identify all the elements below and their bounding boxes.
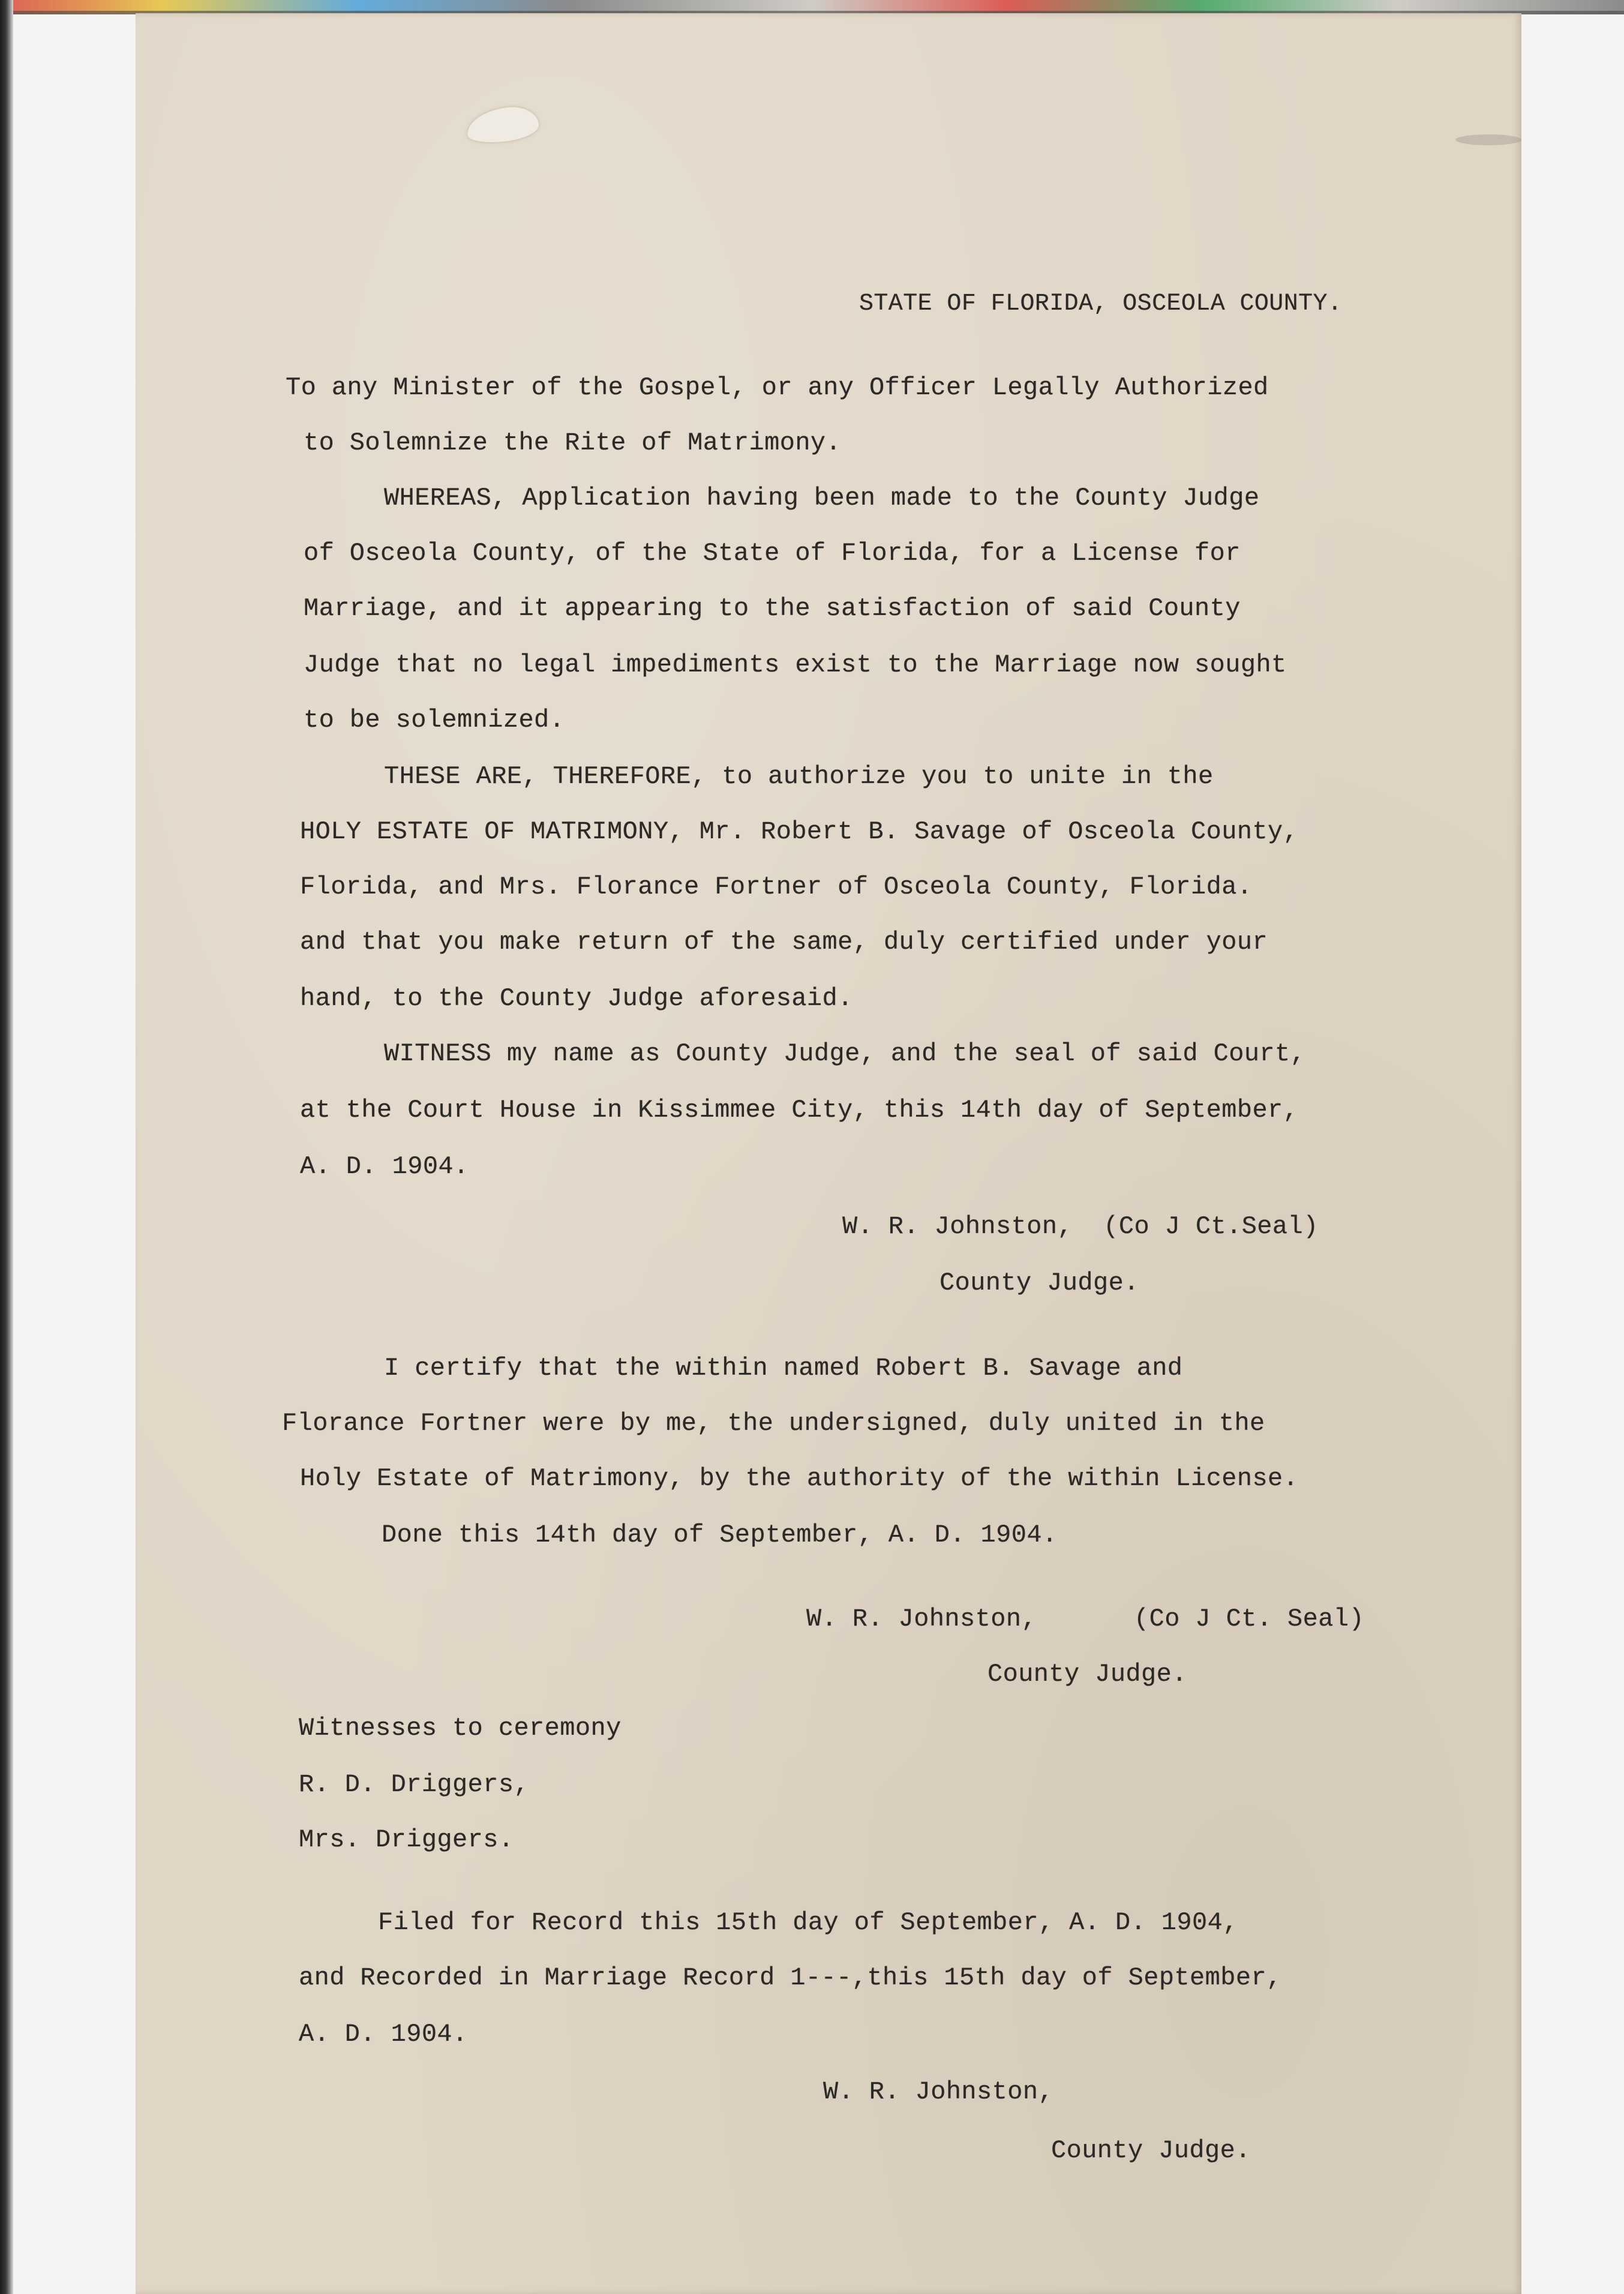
whereas-line-4: Judge that no legal impediments exist to the Marriage now sought bbox=[304, 650, 1287, 679]
document-header: STATE OF FLORIDA, OSCEOLA COUNTY. bbox=[859, 290, 1343, 317]
signature-3-title: County Judge. bbox=[1051, 2136, 1251, 2165]
scan-edge-top bbox=[0, 0, 1624, 14]
witness-line-2: at the Court House in Kissimmee City, this 14th day of September, bbox=[300, 1096, 1299, 1124]
witness-line-3: A. D. 1904. bbox=[300, 1152, 469, 1181]
signature-1-name-seal: W. R. Johnston, (Co J Ct.Seal) bbox=[842, 1212, 1319, 1241]
signature-2-title: County Judge. bbox=[987, 1660, 1187, 1689]
whereas-line-2: of Osceola County, of the State of Florida, for a License for bbox=[304, 539, 1241, 568]
therefore-line-1: THESE ARE, THEREFORE, to authorize you to unite in the bbox=[384, 762, 1214, 791]
therefore-line-5: hand, to the County Judge aforesaid. bbox=[300, 984, 853, 1013]
address-line-1: To any Minister of the Gospel, or any Officer Legally Authorized bbox=[286, 373, 1269, 402]
whereas-line-3: Marriage, and it appearing to the satisfaction of said County bbox=[304, 594, 1241, 623]
scan-edge-left bbox=[0, 0, 13, 2294]
therefore-line-2: HOLY ESTATE OF MATRIMONY, Mr. Robert B. Savage of Osceola County, bbox=[300, 817, 1299, 846]
therefore-line-3: Florida, and Mrs. Florance Fortner of Osceola County, Florida. bbox=[300, 872, 1253, 901]
signature-2-name: W. R. Johnston, bbox=[806, 1605, 1037, 1633]
whereas-line-1: WHEREAS, Application having been made to the County Judge bbox=[384, 484, 1260, 512]
whereas-line-5: to be solemnized. bbox=[304, 706, 565, 734]
filing-line-2: and Recorded in Marriage Record 1---,this 15th day of September, bbox=[299, 1963, 1282, 1992]
paper-tear-mark bbox=[465, 104, 540, 145]
paper-smudge bbox=[1455, 134, 1521, 145]
signature-2-seal: (Co J Ct. Seal) bbox=[1134, 1605, 1365, 1633]
signature-1-title: County Judge. bbox=[939, 1269, 1139, 1297]
certificate-line-1: I certify that the within named Robert B. Savage and bbox=[384, 1354, 1183, 1383]
witnesses-line-2: R. D. Driggers, bbox=[299, 1770, 530, 1799]
address-line-2: to Solemnize the Rite of Matrimony. bbox=[304, 428, 842, 457]
certificate-line-4: Done this 14th day of September, A. D. 1904. bbox=[382, 1521, 1058, 1549]
certificate-line-3: Holy Estate of Matrimony, by the authority of the within License. bbox=[300, 1464, 1299, 1493]
witness-line-1: WITNESS my name as County Judge, and the seal of said Court, bbox=[384, 1039, 1306, 1068]
filing-line-3: A. D. 1904. bbox=[299, 2020, 468, 2049]
filing-line-1: Filed for Record this 15th day of September, A. D. 1904, bbox=[378, 1908, 1238, 1937]
certificate-line-2: Florance Fortner were by me, the undersigned, duly united in the bbox=[282, 1409, 1265, 1438]
witnesses-line-3: Mrs. Driggers. bbox=[299, 1825, 514, 1854]
witnesses-line-1: Witnesses to ceremony bbox=[299, 1714, 622, 1743]
therefore-line-4: and that you make return of the same, duly certified under your bbox=[300, 928, 1268, 956]
signature-3-name: W. R. Johnston, bbox=[823, 2077, 1054, 2106]
